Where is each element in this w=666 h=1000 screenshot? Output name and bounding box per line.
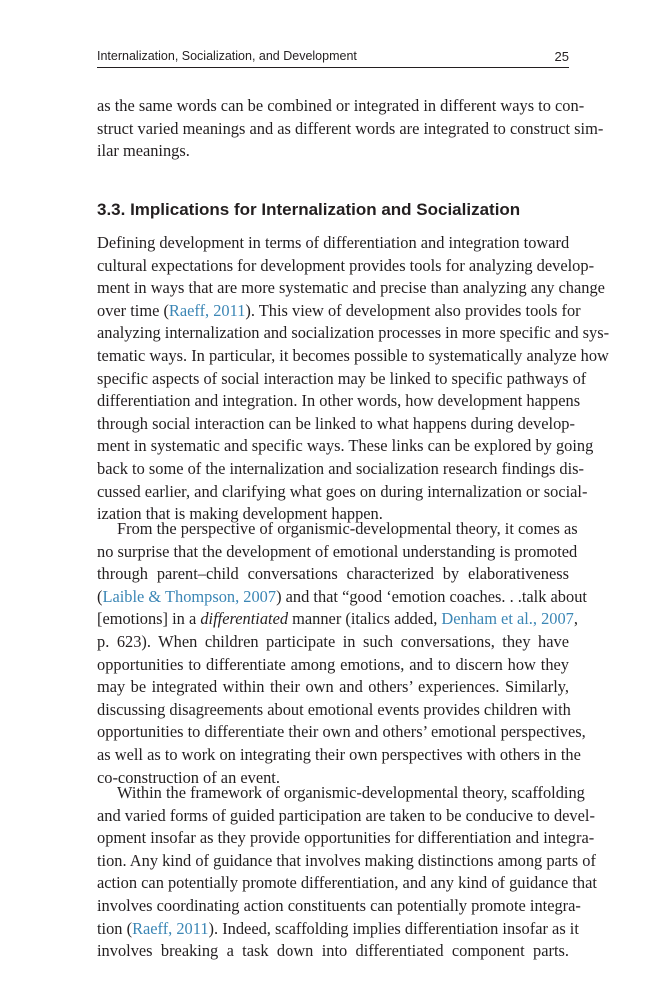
- text-line: involves coordinating action constituents can potentially promote integra-: [97, 895, 581, 915]
- text-line: as well as to work on integrating their own perspectives with others in the: [97, 744, 581, 764]
- paragraph-scaffolding: [97, 782, 597, 963]
- text-line: ment in ways that are more systematic and precise than analyzing any change: [97, 278, 605, 298]
- text-line: cultural expectations for development provides tools for analyzing develop-: [97, 255, 595, 275]
- text-segment: manner (italics added,: [288, 609, 442, 629]
- text-segment: ). Indeed, scaffolding implies differentiation insofar as it: [208, 918, 579, 938]
- paragraph-continued: [97, 95, 604, 163]
- text-line: ilar meanings.: [97, 141, 190, 161]
- text-line: From the perspective of organismic-developmental theory, it comes as: [117, 519, 578, 538]
- text-segment: ). This view of development also provides tools for: [245, 300, 581, 320]
- emphasis-text: differentiated: [200, 609, 289, 629]
- text-line: ization that is making development happen.: [97, 504, 383, 524]
- section-heading: 3.3. Implications for Internalization and Socialization: [97, 200, 521, 219]
- running-header: [97, 47, 569, 68]
- text-segment: tion (: [97, 918, 133, 938]
- citation-link[interactable]: Raeff, 2011: [168, 300, 246, 320]
- page-number: 25: [554, 49, 569, 64]
- text-segment: [emotions] in a: [97, 609, 201, 629]
- text-line: and varied forms of guided participation are taken to be conducive to devel-: [97, 805, 595, 825]
- text-segment: ) and that “good ‘emotion coaches. . .talk about: [276, 586, 587, 606]
- text-segment: (: [97, 586, 103, 606]
- text-line: as the same words can be combined or integrated in different ways to con-: [97, 96, 585, 115]
- text-line: p. 623). When children participate in such conversations, they have: [97, 631, 569, 651]
- text-line: through parent–child conversations characterized by elaborativeness: [97, 564, 569, 584]
- text-line: back to some of the internalization and socialization research findings dis-: [97, 458, 585, 478]
- text-line: [97, 918, 579, 941]
- text-line: involves breaking a task down into differentiated component parts.: [97, 941, 569, 961]
- paragraph-organismic-perspective: [97, 518, 587, 789]
- citation-link[interactable]: Laible & Thompson, 2007: [102, 586, 277, 606]
- citation-link[interactable]: Denham et al., 2007: [441, 609, 574, 629]
- text-line: [97, 608, 578, 631]
- text-line: [97, 300, 581, 323]
- text-line: cussed earlier, and clarifying what goes on during internalization or social-: [97, 481, 588, 501]
- text-segment: over time (: [97, 300, 169, 320]
- text-line: struct varied meanings and as different words are integrated to construct sim-: [97, 118, 604, 138]
- text-line: opment insofar as they provide opportunities for differentiation and integra-: [97, 828, 595, 848]
- citation-link[interactable]: Raeff, 2011: [132, 918, 209, 938]
- text-line: tion. Any kind of guidance that involves making distinctions among parts of: [97, 850, 596, 870]
- text-line: tematic ways. In particular, it becomes possible to systematically analyze how: [97, 345, 609, 365]
- text-line: co-construction of an event.: [97, 767, 280, 787]
- running-title: Internalization, Socialization, and Development: [97, 49, 357, 63]
- text-line: opportunities to differentiate their own and others’ emotional perspectives,: [97, 722, 586, 742]
- text-line: opportunities to differentiate among emotions, and to discern how they: [97, 654, 569, 674]
- text-line: discussing disagreements about emotional events provides children with: [97, 699, 571, 719]
- text-line: differentiation and integration. In other words, how development happens: [97, 391, 581, 411]
- text-line: [97, 586, 587, 609]
- text-line: through social interaction can be linked to what happens during develop-: [97, 413, 575, 433]
- text-line: may be integrated within their own and others’ experiences. Similarly,: [97, 677, 569, 697]
- text-line: analyzing internalization and socialization processes in more specific and sys-: [97, 323, 610, 343]
- text-line: ment in systematic and specific ways. These links can be explored by going: [97, 436, 594, 456]
- text-line: action can potentially promote differentiation, and any kind of guidance that: [97, 873, 597, 893]
- text-segment: ,: [573, 609, 578, 629]
- text-line: Defining development in terms of differentiation and integration toward: [97, 233, 570, 252]
- text-line: no surprise that the development of emotional understanding is promoted: [97, 541, 578, 561]
- text-line: Within the framework of organismic-developmental theory, scaffolding: [117, 783, 585, 802]
- paragraph-implications: [97, 232, 610, 526]
- text-line: specific aspects of social interaction may be linked to specific pathways of: [97, 368, 587, 388]
